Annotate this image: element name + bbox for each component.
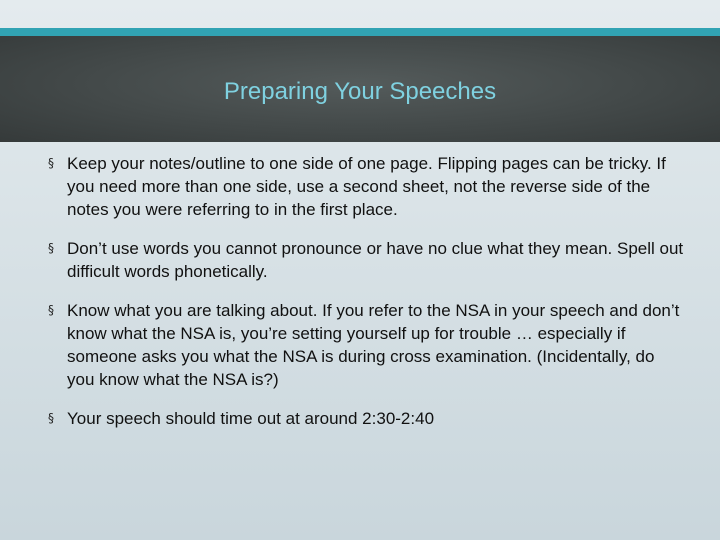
bullet-item-notes bbox=[48, 152, 684, 221]
bullet-marker-icon: § bbox=[48, 241, 54, 255]
slide-title: Preparing Your Speeches bbox=[223, 78, 497, 105]
bullet-marker-icon: § bbox=[48, 156, 54, 170]
bullet-list bbox=[48, 152, 684, 446]
bullet-item-timing bbox=[48, 407, 684, 430]
bullet-item-knowledge bbox=[48, 299, 684, 391]
bullet-marker-icon: § bbox=[48, 411, 54, 425]
accent-bar bbox=[0, 28, 720, 36]
bullet-text: Don’t use words you cannot pronounce or have no clue what they mean. Spell out difficult words phonetically. bbox=[67, 239, 684, 281]
bullet-text: Keep your notes/outline to one side of one page. Flipping pages can be tricky. If you need more than one side, use a second sheet, not the reverse side of the notes you were referring to in the first place. bbox=[67, 154, 666, 219]
bullet-text: Know what you are talking about. If you refer to the NSA in your speech and don’t know what the NSA is, you’re setting yourself up for trouble … especially if someone asks you what the NSA is during cross examination. (Incidentally, do you know what the NSA is?) bbox=[67, 301, 680, 389]
bullet-text: Your speech should time out at around 2:30-2:40 bbox=[67, 409, 435, 428]
bullet-item-words bbox=[48, 237, 684, 283]
bullet-marker-icon: § bbox=[48, 303, 54, 317]
